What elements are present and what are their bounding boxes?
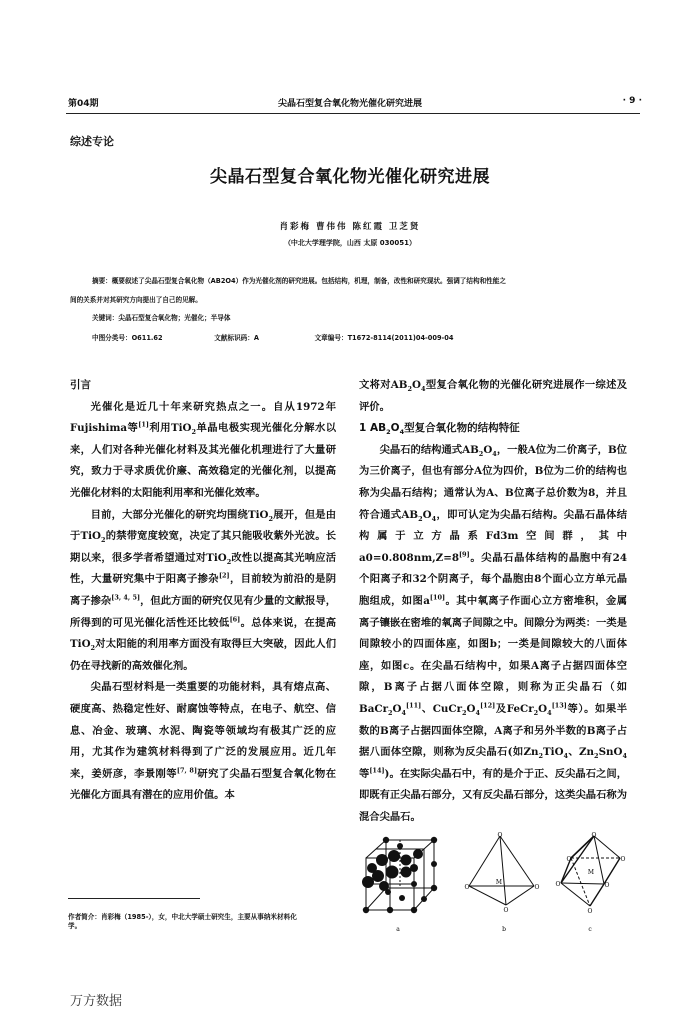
footnote-rule bbox=[68, 898, 200, 899]
spinel-structure-figure bbox=[358, 828, 648, 938]
clc-value: O611.62 bbox=[131, 334, 163, 342]
abstract-label: 摘要： bbox=[92, 277, 112, 285]
keywords-text: 尖晶石型复合氧化物；光催化；半导体 bbox=[118, 314, 231, 322]
atom-o-label: O bbox=[534, 884, 540, 891]
atom-m-label: M bbox=[587, 869, 595, 876]
wanfang-watermark: 万方数据 bbox=[70, 994, 123, 1009]
atom-o-label: O bbox=[497, 832, 503, 839]
atom-o-label: O bbox=[503, 907, 509, 914]
atom-o-label: O bbox=[620, 856, 626, 863]
atom-o-label: O bbox=[587, 908, 593, 915]
article-title: 尖晶石型复合氧化物光催化研究进展 bbox=[210, 167, 490, 187]
atom-o-label: O bbox=[604, 882, 610, 889]
keywords-label: 关键词： bbox=[92, 314, 119, 322]
paragraph-3-continued: 文将对$AB_2O_4$型复合氧化物的光催化研究进展作一综述及评价。 bbox=[359, 379, 627, 413]
abstract bbox=[92, 276, 632, 287]
intro-heading: 引言 bbox=[70, 379, 91, 391]
article-meta bbox=[92, 333, 453, 344]
clc-label: 中图分类号： bbox=[92, 334, 132, 342]
section-label: 综述专论 bbox=[70, 135, 114, 148]
figure-label-a: a bbox=[396, 926, 400, 933]
affiliation: （中北大学理学院，山西 太原 030051） bbox=[283, 239, 417, 247]
running-title: 尖晶石型复合氧化物光催化研究进展 bbox=[277, 99, 422, 109]
abstract-text-2: 间的关系并对其研究方向提出了自己的见解。 bbox=[70, 296, 202, 304]
article-no-label: 文章编号： bbox=[314, 334, 348, 342]
authors: 肖彩梅 曹伟伟 陈红霞 卫芝贤 bbox=[279, 222, 421, 232]
atom-m-label: M bbox=[495, 879, 503, 886]
figure-b-tetrahedron bbox=[469, 836, 534, 905]
abstract-text-1: 概要叙述了尖晶石型复合氧化物（AB2O4）作为光催化剂的研究进展。包括结构，机理，制备，改性和研究现状。强调了结构和性能之 bbox=[111, 277, 506, 285]
paragraph-1: 光催化是近几十年来研究热点之一。自从1972年Fujishima等[1]利用TiO$_2$单晶电极实现光催化分解水以来，人们对各种光催化材料及其光催化机理进行了大量研究，致力于寻求质优价廉、高效稳定的光催化剂，以提高光催化材料的太阳能利用率和光催化效率。 bbox=[70, 400, 337, 499]
atom-o-label: O bbox=[464, 884, 470, 891]
atom-o-label: O bbox=[566, 856, 572, 863]
page-number: · 9 · bbox=[622, 96, 642, 106]
figure-a-unit-cell bbox=[362, 837, 437, 913]
paragraph-2: 目前，大部分光催化的研究均围绕TiO$_2$展开，但是由于TiO$_2$的禁带宽度较宽，决定了其只能吸收紫外光波。长期以来，很多学者希望通过对TiO$_2$改性以提高其光响应活性，大量研究集中于阳离子掺杂[2]，目前较为前沿的是阴离子掺杂[3, 4, 5]，但此方面的研究仅见有少量的文献报导，所得到的可见光催化活性还比较低[6]。总体来说，在提高TiO$_2$对太阳能的利用率方面没有取得巨大突破，因此人们仍在寻找新的高效催化剂。 bbox=[70, 508, 337, 672]
figure-label-b: b bbox=[502, 926, 506, 933]
atom-o-label: O bbox=[591, 832, 597, 839]
paragraph-3: 尖晶石型材料是一类重要的功能材料，具有熔点高、硬度高、热稳定性好、耐腐蚀等特点，在电子、航空、信息、冶金、玻璃、水泥、陶瓷等领域均有极其广泛的应用，尤其作为建筑材料得到了广泛的发展应用。近几年来，姜妍彦，李景刚等[7, 8]研究了尖晶石型复合氧化物在光催化方面具有潜在的应用价值。本 bbox=[70, 681, 337, 802]
doc-code-label: 文献标识码： bbox=[214, 334, 254, 342]
keywords bbox=[92, 313, 230, 324]
body-column-left bbox=[70, 375, 336, 807]
article-no-value: T1672-8114(2011)04-009-04 bbox=[347, 334, 454, 342]
figure-label-c: c bbox=[588, 926, 592, 933]
body-column-right bbox=[359, 375, 627, 828]
doc-code-value: A bbox=[253, 334, 259, 342]
paragraph-4: 尖晶石的结构通式$AB_2O_4$，一般A位为二价离子，B位为三价离子，但也有部分A位为四价，B位为二价的结构也称为尖晶石结构；通常认为A、B位离子总价数为8，并且符合通式$AB_2O_4$，即可认定为尖晶石结构。尖晶石晶体结构属于立方晶系Fd3m空间群，其中a0=0.808nm,Z=8[9]。尖晶石晶体结构的晶胞中有24个阳离子和32个阴离子，每个晶胞由8个面心立方单元晶胞组成，如图a[10]。其中氧离子作面心立方密堆积，金属离子镶嵌在密堆的氧离子间隙之中。间隙分为两类：一类是间隙较小的四面体座，如图b；一类是间隙较大的八面体座，如图c。在尖晶石结构中，如果A离子占据四面体空隙，B离子占据八面体空隙，则称为正尖晶石（如$BaCr_2O_4[11]$、$CuCr_2O_4[12]$及$FeCr_2O_4[13]$等）。如果半数的B离子占据四面体空隙，A离子和另外半数的B离子占据八面体空隙，则称为反尖晶石(如$Zn_2TiO_4$、$Zn_2SnO_4$等[14])。在实际尖晶石中，有的是介于正、反尖晶石之间，即既有正尖晶石部分，又有反尖晶石部分，这类尖晶石称为混合尖晶石。 bbox=[359, 443, 628, 823]
section-1-heading: 1 $AB_2O_4$型复合氧化物的结构特征 bbox=[359, 422, 520, 437]
header-rule bbox=[66, 113, 640, 114]
issue-number: 第04期 bbox=[68, 99, 99, 109]
author-footnote: 作者简介：肖彩梅（1985-），女，中北大学硕士研究生，主要从事纳米材料化学。 bbox=[68, 913, 297, 930]
atom-o-label: O bbox=[555, 881, 561, 888]
